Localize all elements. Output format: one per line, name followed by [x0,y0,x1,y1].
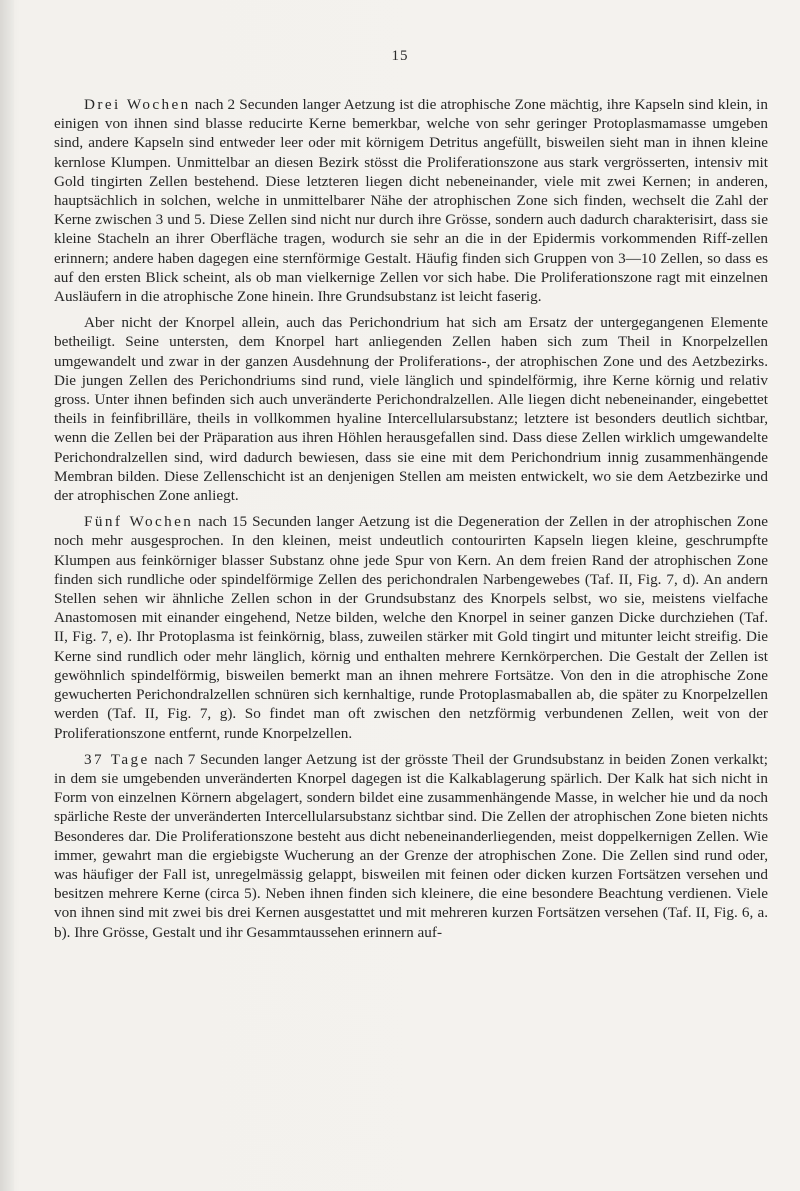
paragraph-text: nach 7 Secunden langer Aetzung ist der grösste Theil der Grundsubstanz in beiden Zonen verkalkt; in dem sie umgebenden unveränderten Knorpel dagegen ist die Kalkablagerung spärlich. Der Kalk hat sich nicht in Form von einzelnen Körnern abgelagert, sondern bildet eine zusammenhängende Masse, in welcher hie und da noch spärliche Reste der unveränderten Intercellularsubstanz sichtbar sind. Die Zellen der atrophischen Zone bieten nichts Besonderes dar. Die Proliferationszone besteht aus dicht nebeneinanderliegenden, meist doppelkernigen Zellen. Wie immer, gewahrt man die ergiebigste Wucherung an der Grenze der atrophischen Zone. Die Zellen sind rund oder, was häufiger der Fall ist, unregelmässig gelappt, bisweilen mit feinen oder dicken kurzen Fortsätzen versehen und besitzen mehrere Kerne (circa 5). Neben ihnen finden sich kleinere, die eine besondere Beachtung verdienen. Viele von ihnen sind mit zwei bis drei Kernen ausgestattet und mit mehreren kurzen Fortsätzen versehen (Taf. II, Fig. 6, a. b). Ihre Grösse, Gestalt und ihr Gesammtaussehen erinnern auf- [54,750,768,941]
paragraph-text: nach 2 Secunden langer Aetzung ist die atrophische Zone mächtig, ihre Kapseln sind klein, in einigen von ihnen sind blasse reducirte Kerne bemerkbar, welche von sehr geringer Protoplasmamasse umgeben sind, andere Kapseln sind entweder leer oder mit körnigem Detritus angefüllt, bisweilen sieht man in ihnen kleine kernlose Klumpen. Unmittelbar an diesen Bezirk stösst die Proliferationszone aus stark vergrösserten, intensiv mit Gold tingirten Zellen bestehend. Diese letzteren liegen dicht nebeneinander, viele mit zwei Kernen; in anderen, hauptsächlich in solchen, welche in unmittelbarer Nähe der atrophischen Zone sich finden, wechselt die Zahl der Kerne zwischen 3 und 5. Diese Zellen sind nicht nur durch ihre Grösse, sondern auch dadurch charakterisirt, dass sie kleine Stacheln an ihrer Oberfläche tragen, wodurch sie sehr an die in der Epidermis vorkommenden Riff-zellen erinnern; andere haben dagegen eine sternförmige Gestalt. Häufig finden sich Gruppen von 3—10 Zellen, so dass es auf den ersten Blick scheint, als ob man vielkernige Zellen vor sich habe. Die Proliferationszone ragt mit einzelnen Ausläufern in die atrophische Zone hinein. Ihre Grundsubstanz ist leicht faserig. [54,96,768,306]
paragraph-lead: Drei Wochen [84,96,191,113]
page-gutter-edge [0,0,14,1191]
paragraph-text: nach 15 Secunden langer Aetzung ist die Degeneration der Zellen in der atrophischen Zone noch mehr ausgesprochen. In den kleinen, meist undeutlich contourirten Kapseln liegen kleine, geschrumpfte Klumpen aus feinkörniger blasser Substanz ohne jede Spur von Kern. An dem freien Rand der atrophischen Zone finden sich rundliche oder spindelförmige Zellen des perichondralen Narbengewebes (Taf. II, Fig. 7, d). An andern Stellen sehen wir ähnliche Zellen schon in der Grundsubstanz des Knorpels selbst, wo sie, meistens vielfache Anastomosen mit einander eingehend, Netze bilden, welche den Knorpel in seiner ganzen Dicke durchziehen (Taf. II, Fig. 7, e). Ihr Protoplasma ist feinkörnig, blass, zuweilen stärker mit Gold tingirt und mitunter leicht streifig. Die Kerne sind rundlich oder mehr länglich, körnig und enthalten mehrere Kernkörperchen. Die Gestalt der Zellen ist gewöhnlich spindelförmig, bisweilen bemerkt man an ihnen mehrere Fortsätze. Von den in die atrophische Zone gewucherten Perichondralzellen schnüren sich kernhaltige, runde Protoplasmaballen ab, die später zu Knorpelzellen werden (Taf. II, Fig. 7, g). So findet man oft zwischen den netzförmig verbundenen Zellen, weit von der Proliferationszone entfernt, runde Knorpelzellen. [54,513,768,742]
paragraph-1 [54,95,768,306]
paragraph-lead: 37 Tage [84,750,150,768]
paragraph-2 [54,313,768,505]
page-number: 15 [391,48,409,64]
paragraph-3 [54,512,768,742]
paragraph-4 [54,750,768,942]
paragraph-text: Aber nicht der Knorpel allein, auch das Perichondrium hat sich am Ersatz der untergegangenen Elemente betheiligt. Seine untersten, dem Knorpel hart anliegenden Zellen haben sich zum Theil in Knorpelzellen umgewandelt und zwar in der ganzen Ausdehnung der Proliferations-, der atrophischen Zone und des Aetzbezirks. Die jungen Zellen des Perichondriums sind rund, viele länglich und spindelförmig, ihre Kerne körnig und relativ gross. Unter ihnen befinden sich auch unveränderte Perichondralzellen. Alle liegen dicht nebeneinander, eingebettet theils in feinfibrilläre, theils in vollkommen hyaline Intercellularsubstanz; letztere ist besonders deutlich sichtbar, wenn die Zellen bei der Präparation aus ihren Höhlen herausgefallen sind. Dass diese Zellen wirklich umgewandelte Perichondralzellen sind, wird dadurch bewiesen, dass sie eine mit dem Perichondrium innig zusammenhängende Membran bilden. Diese Zellenschicht ist an denjenigen Stellen am meisten entwickelt, wo sie dem Aetzbezirke und der atrophischen Zone anliegt. [54,314,768,505]
body-text [54,95,768,949]
paragraph-lead: Fünf Wochen [84,513,194,531]
